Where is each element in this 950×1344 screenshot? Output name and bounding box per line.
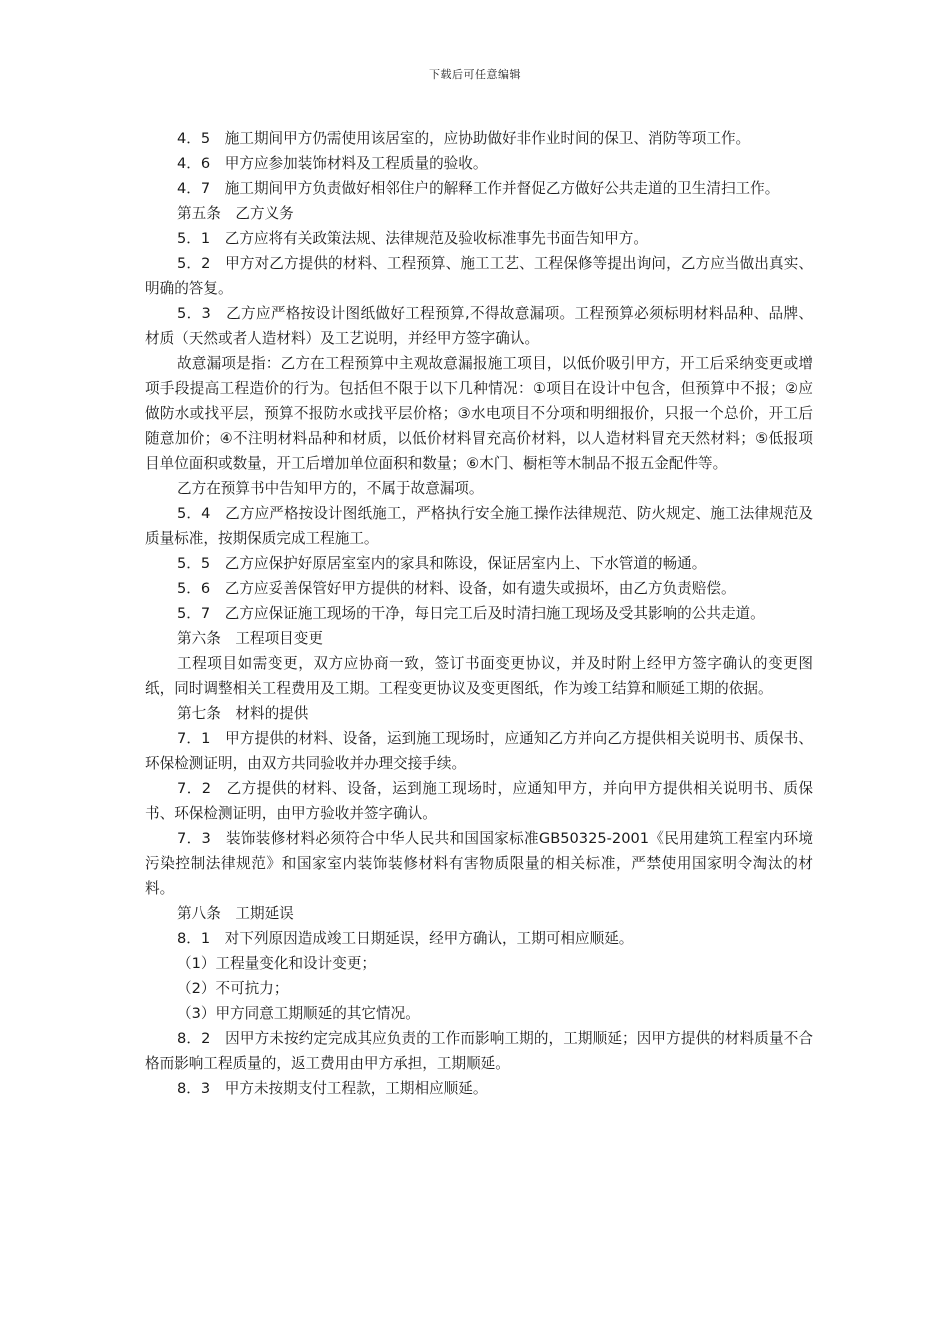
clause-5-6: 5．6 乙方应妥善保管好甲方提供的材料、设备，如有遗失或损坏，由乙方负责赔偿。 xyxy=(177,580,736,597)
article-8-heading: 第八条 工期延误 xyxy=(177,905,294,922)
clause-7-1: 7．1 甲方提供的材料、设备，运到施工现场时，应通知乙方并向乙方提供相关说明书、质保书、环保检测证明，由双方共同验收并办理交接手续。 xyxy=(145,730,813,772)
clause-5-5: 5．5 乙方应保护好原居室室内的家具和陈设，保证居室内上、下水管道的畅通。 xyxy=(177,555,707,572)
clause-5-2: 5．2 甲方对乙方提供的材料、工程预算、施工工艺、工程保修等提出询问，乙方应当做出真实、明确的答复。 xyxy=(145,255,813,297)
clause-5-7: 5．7 乙方应保证施工现场的干净，每日完工后及时清扫施工现场及受其影响的公共走道。 xyxy=(177,605,765,622)
clause-8-1-item-2: （2）不可抗力； xyxy=(177,980,289,997)
clause-4-6: 4．6 甲方应参加装饰材料及工程质量的验收。 xyxy=(177,155,488,172)
clause-7-2: 7．2 乙方提供的材料、设备，运到施工现场时，应通知甲方，并向甲方提供相关说明书、质保书、环保检测证明，由甲方验收并签字确认。 xyxy=(145,780,813,822)
clause-8-3: 8．3 甲方未按期支付工程款，工期相应顺延。 xyxy=(177,1080,488,1097)
page-header: 下载后可任意编辑 xyxy=(429,68,521,81)
article-6-heading: 第六条 工程项目变更 xyxy=(177,630,323,647)
clause-8-1-item-3: （3）甲方同意工期顺延的其它情况。 xyxy=(177,1005,420,1022)
clause-7-3: 7．3 装饰装修材料必须符合中华人民共和国国家标准GB50325-2001《民用建筑工程室内环境污染控制法律规范》和国家室内装饰装修材料有害物质限量的相关标准，严禁使用国家明令淘汰的材料。 xyxy=(145,830,813,897)
article-7-heading: 第七条 材料的提供 xyxy=(177,705,309,722)
document-body xyxy=(145,126,813,1101)
omission-exception: 乙方在预算书中告知甲方的，不属于故意漏项。 xyxy=(177,480,484,497)
clause-5-3: 5．3 乙方应严格按设计图纸做好工程预算,不得故意漏项。工程预算必须标明材料品种、品牌、材质（天然或者人造材料）及工艺说明，并经甲方签字确认。 xyxy=(145,305,813,347)
clause-4-5: 4．5 施工期间甲方仍需使用该居室的，应协助做好非作业时间的保卫、消防等项工作。 xyxy=(177,130,751,147)
clause-5-1: 5．1 乙方应将有关政策法规、法律规范及验收标准事先书面告知甲方。 xyxy=(177,230,648,247)
clause-5-4: 5．4 乙方应严格按设计图纸施工，严格执行安全施工操作法律规范、防火规定、施工法律规范及质量标准，按期保质完成工程施工。 xyxy=(145,505,813,547)
clause-8-1-item-1: （1）工程量变化和设计变更； xyxy=(177,955,377,972)
clause-8-1: 8．1 对下列原因造成竣工日期延误，经甲方确认，工期可相应顺延。 xyxy=(177,930,634,947)
clause-8-2: 8．2 因甲方未按约定完成其应负责的工作而影响工期的，工期顺延；因甲方提供的材料质量不合格而影响工程质量的，返工费用由甲方承担，工期顺延。 xyxy=(145,1030,813,1072)
clause-4-7: 4．7 施工期间甲方负责做好相邻住户的解释工作并督促乙方做好公共走道的卫生清扫工作。 xyxy=(177,180,780,197)
omission-definition: 故意漏项是指：乙方在工程预算中主观故意漏报施工项目，以低价吸引甲方，开工后采纳变更或增项手段提高工程造价的行为。包括但不限于以下几种情况：①项目在设计中包含，但预算中不报；②应做防水或找平层，预算不报防水或找平层价格；③水电项目不分项和明细报价，只报一个总价，开工后随意加价；④不注明材料品种和材质，以低价材料冒充高价材料，以人造材料冒充天然材料；⑤低报项目单位面积或数量，开工后增加单位面积和数量；⑥木门、橱柜等木制品不报五金配件等。 xyxy=(145,355,813,472)
article-6-body: 工程项目如需变更，双方应协商一致，签订书面变更协议，并及时附上经甲方签字确认的变更图纸，同时调整相关工程费用及工期。工程变更协议及变更图纸，作为竣工结算和顺延工期的依据。 xyxy=(145,655,813,697)
article-5-heading: 第五条 乙方义务 xyxy=(177,205,294,222)
